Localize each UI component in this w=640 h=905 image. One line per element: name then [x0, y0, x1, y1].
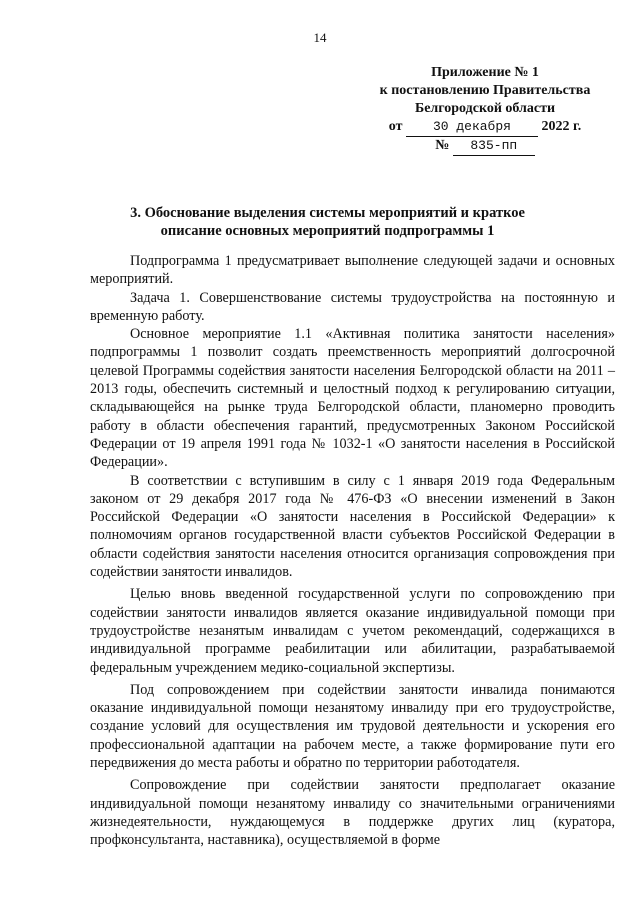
appendix-date: 30 декабря [406, 118, 538, 137]
paragraph: Основное мероприятие 1.1 «Активная политика занятости населения» подпрограммы 1 позволит создать преемственность мероприятий долгосрочной целевой Программы содействия занятости населения Белгородской области на 2011 – 2013 годы, обеспечить системный и целостный подход к регулированию ситуации, складывающейся на рынке труда Белгородской области, планомерно проводить работу в области обеспечения гарантий, предусмотренных Законом Российской Федерации от 19 апреля 1991 года № 1032-1 «О занятости населения в Российской Федерации». [90, 326, 615, 471]
paragraph: Задача 1. Совершенствование системы трудоустройства на постоянную и временную работу. [90, 289, 615, 324]
paragraph: Целью вновь введенной государственной услуги по сопровождению при содействии занятости инвалидов является оказание индивидуальной помощи при трудоустройстве незанятым инвалидам с учетом рекомендаций, содержащихся в индивидуальной программе реабилитации или абилитации, разрабатываемой федеральным учреждением медико-социальной экспертизы. [90, 586, 615, 676]
appendix-region: Белгородской области [414, 101, 556, 116]
appendix-header [360, 64, 610, 156]
section-title-line-1: 3. Обоснование выделения системы мероприятий и краткое [130, 205, 525, 221]
appendix-year: 2022 г. [541, 119, 582, 134]
appendix-number: 835-пп [453, 137, 535, 156]
document-body [90, 252, 615, 850]
appendix-from-label: от [388, 119, 403, 134]
paragraph: Сопровождение при содействии занятости предполагает оказание индивидуальной помощи незанятому инвалиду со значительными ограничениями жизнедеятельности, нуждающемуся в поддержке других лиц (куратора, профконсультанта, наставника), осуществляемой в форме [90, 777, 615, 849]
paragraph: В соответствии с вступившим в силу с 1 января 2019 года Федеральным законом от 29 декабря 2017 года № 476-ФЗ «О внесении изменений в Закон Российской Федерации «О занятости населения в Российской Федерации» к полномочиям органов государственной власти субъектов Российской Федерации в области содействия занятости населения относится организация сопровождения при содействии занятости инвалидов. [90, 472, 615, 581]
appendix-date-line [360, 118, 610, 137]
section-title-line-2: описание основных мероприятий подпрограммы 1 [160, 223, 495, 239]
appendix-resolution: к постановлению Правительства [379, 83, 591, 98]
appendix-number-line [360, 137, 610, 156]
appendix-number-label: № [435, 138, 450, 153]
appendix-title: Приложение № 1 [431, 65, 539, 80]
section-title [90, 204, 565, 240]
page-number: 14 [313, 30, 327, 45]
paragraph: Подпрограмма 1 предусматривает выполнение следующей задачи и основных мероприятий. [90, 253, 615, 288]
paragraph: Под сопровождением при содействии занятости инвалида понимаются оказание индивидуальной помощи незанятому инвалиду при его трудоустройстве, создание условий для осуществления им трудовой деятельности и ускорения его профессиональной адаптации на рабочем месте, а также формирование пути его передвижения до места работы и обратно по территории работодателя. [90, 681, 615, 772]
